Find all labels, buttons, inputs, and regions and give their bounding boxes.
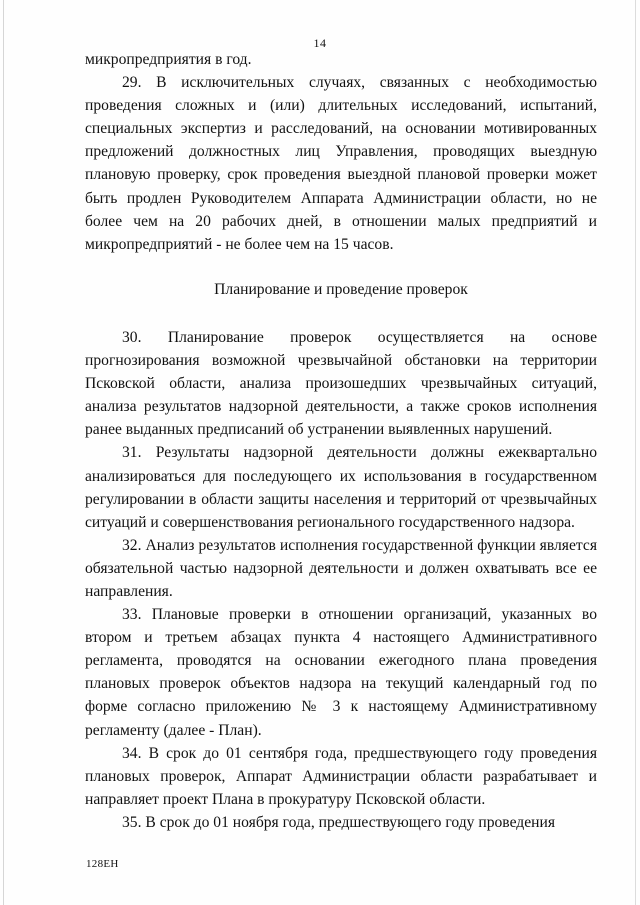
paragraph-continuation: микропредприятия в год. (85, 51, 252, 68)
scan-edge-right (635, 0, 636, 905)
paragraph-35: 35. В срок до 01 ноября года, предшествующего году проведения (122, 813, 556, 831)
paragraph-34: 34. В срок до 01 сентября года, предшествующего году проведения плановых проверок, Аппарат Администрации области разрабатывает и направляет проект Плана в прокуратуру Псковской области. (85, 744, 597, 808)
paragraph-30: 30. Планирование проверок осуществляется на основе прогнозирования возможной чрезвычайной обстановки на территории Псковской области, анализа произошедших чрезвычайных ситуаций, анализа результатов надзорной деятельности, а также сроков исполнения ранее выданных предписаний об устранении выявленных нарушений. (85, 328, 597, 439)
section-heading: Планирование и проведение проверок (214, 280, 468, 298)
footer-code: 128ЕН (86, 858, 119, 870)
paragraph-32: 32. Анализ результатов исполнения государственной функции является обязательной частью надзорной деятельности и должен охватывать все ее направления. (85, 536, 597, 600)
paragraph-31: 31. Результаты надзорной деятельности должны ежеквартально анализироваться для последующего их использования в государственном регулировании в области защиты населения и территорий от чрезвычайных ситуаций и совершенствования регионального государственного надзора. (85, 444, 597, 531)
page-number: 14 (313, 36, 327, 50)
document-body (85, 48, 597, 834)
scan-edge-left (3, 0, 4, 905)
paragraph-33: 33. Плановые проверки в отношении организаций, указанных во втором и третьем абзацах пункта 4 настоящего Административного регламента, проводятся на основании ежегодного плана проведения плановых проверок объектов надзора на текущий календарный год по форме согласно приложению № 3 к настоящему Административному регламенту (далее - План). (85, 606, 597, 739)
paragraph-29: 29. В исключительных случаях, связанных с необходимостью проведения сложных и (или) длительных исследований, испытаний, специальных экспертиз и расследований, на основании мотивированных предложений должностных лиц Управления, проводящих выездную плановую проверку, срок проведения выездной плановой проверки может быть продлен Руководителем Аппарата Администрации области, но не более чем на 20 рабочих дней, в отношении малых предприятий и микропредприятий - не более чем на 15 часов. (85, 74, 597, 253)
